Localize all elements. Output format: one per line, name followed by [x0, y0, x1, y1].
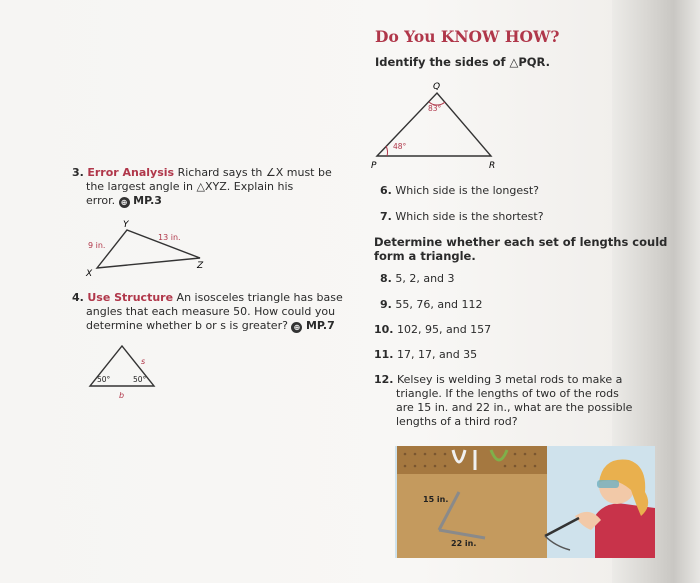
q6-number: 6. [380, 184, 392, 197]
q8-text: 5, 2, and 3 [395, 272, 455, 285]
q3-line1b: ∠X must be [265, 166, 332, 179]
q4-number: 4. [72, 291, 84, 304]
isosceles-triangle-figure [84, 338, 164, 400]
q3-practice-label: MP.3 [133, 194, 162, 207]
q8-number: 8. [380, 272, 392, 285]
side-yz-label: 13 in. [158, 233, 181, 242]
question-4 [72, 291, 343, 333]
q11-number: 11. [374, 348, 394, 361]
question-12 [374, 373, 632, 429]
math-practice-icon: ⊕ [119, 197, 130, 208]
q12-line1: Kelsey is welding 3 metal rods to make a [397, 373, 623, 386]
q3-error-analysis-title: Error Analysis [87, 166, 175, 179]
welder-figure [595, 504, 655, 559]
vertex-p-label: P [371, 161, 377, 171]
question-11 [374, 348, 477, 361]
question-6 [380, 184, 539, 197]
q10-text: 102, 95, and 157 [397, 323, 492, 336]
q7-number: 7. [380, 210, 392, 223]
question-10 [374, 323, 491, 336]
determine-prompt-line1: Determine whether each set of lengths could [374, 235, 668, 249]
angle-p-label: 48° [393, 142, 407, 151]
question-9 [380, 298, 483, 311]
rod1-label: 15 in. [423, 495, 449, 504]
q4-practice-label: MP.7 [305, 319, 335, 332]
vertex-r-label: R [489, 161, 496, 171]
side-xy-label: 9 in. [88, 241, 106, 250]
q4-line3: determine whether b or s is greater? [86, 319, 288, 332]
q12-line2: triangle. If the lengths of two of the rods [396, 387, 619, 400]
math-practice-icon: ⊕ [291, 322, 302, 333]
q10-number: 10. [374, 323, 394, 336]
welding-illustration [395, 446, 655, 558]
triangle-xyz [97, 230, 200, 268]
q4-use-structure-title: Use Structure [87, 291, 174, 304]
q3-line3: error. [86, 194, 116, 207]
q11-text: 17, 17, and 35 [397, 348, 478, 361]
do-you-know-how-heading: Do You KNOW HOW? [375, 27, 560, 46]
determine-prompt [374, 235, 667, 263]
q4-line2: angles that each measure 50. How could you [86, 305, 336, 318]
rod2-label: 22 in. [451, 539, 477, 548]
q7-text: Which side is the shortest? [395, 210, 544, 223]
vertex-z-label: Z [197, 261, 204, 271]
q3-number: 3. [72, 166, 84, 179]
determine-prompt-line2: form a triangle. [374, 249, 476, 263]
q12-line3: are 15 in. and 22 in., what are the possible [396, 401, 633, 414]
angle-q-label: 83° [428, 104, 442, 113]
identify-prompt: Identify the sides of △PQR. [375, 55, 550, 69]
q12-number: 12. [374, 373, 394, 386]
vertex-x-label: X [86, 269, 93, 278]
q4-line1: An isosceles triangle has base [176, 291, 343, 304]
question-7 [380, 210, 544, 223]
question-3 [72, 166, 332, 208]
q3-line1: Richard says th [177, 166, 263, 179]
q3-line2: the largest angle in △XYZ. Explain his [86, 180, 294, 193]
question-8 [380, 272, 455, 285]
side-s-label: s [141, 357, 146, 366]
vertex-q-label: Q [433, 82, 441, 92]
triangle-xyz-figure [82, 218, 212, 278]
q9-text: 55, 76, and 112 [395, 298, 483, 311]
vertex-y-label: Y [123, 220, 129, 230]
base-b-label: b [119, 391, 125, 400]
triangle-pqr-figure [365, 78, 505, 173]
angle-right-label: 50° [133, 375, 147, 384]
q12-line4: lengths of a third rod? [396, 415, 518, 428]
q6-text: Which side is the longest? [395, 184, 540, 197]
q9-number: 9. [380, 298, 392, 311]
angle-left-label: 50° [97, 375, 111, 384]
